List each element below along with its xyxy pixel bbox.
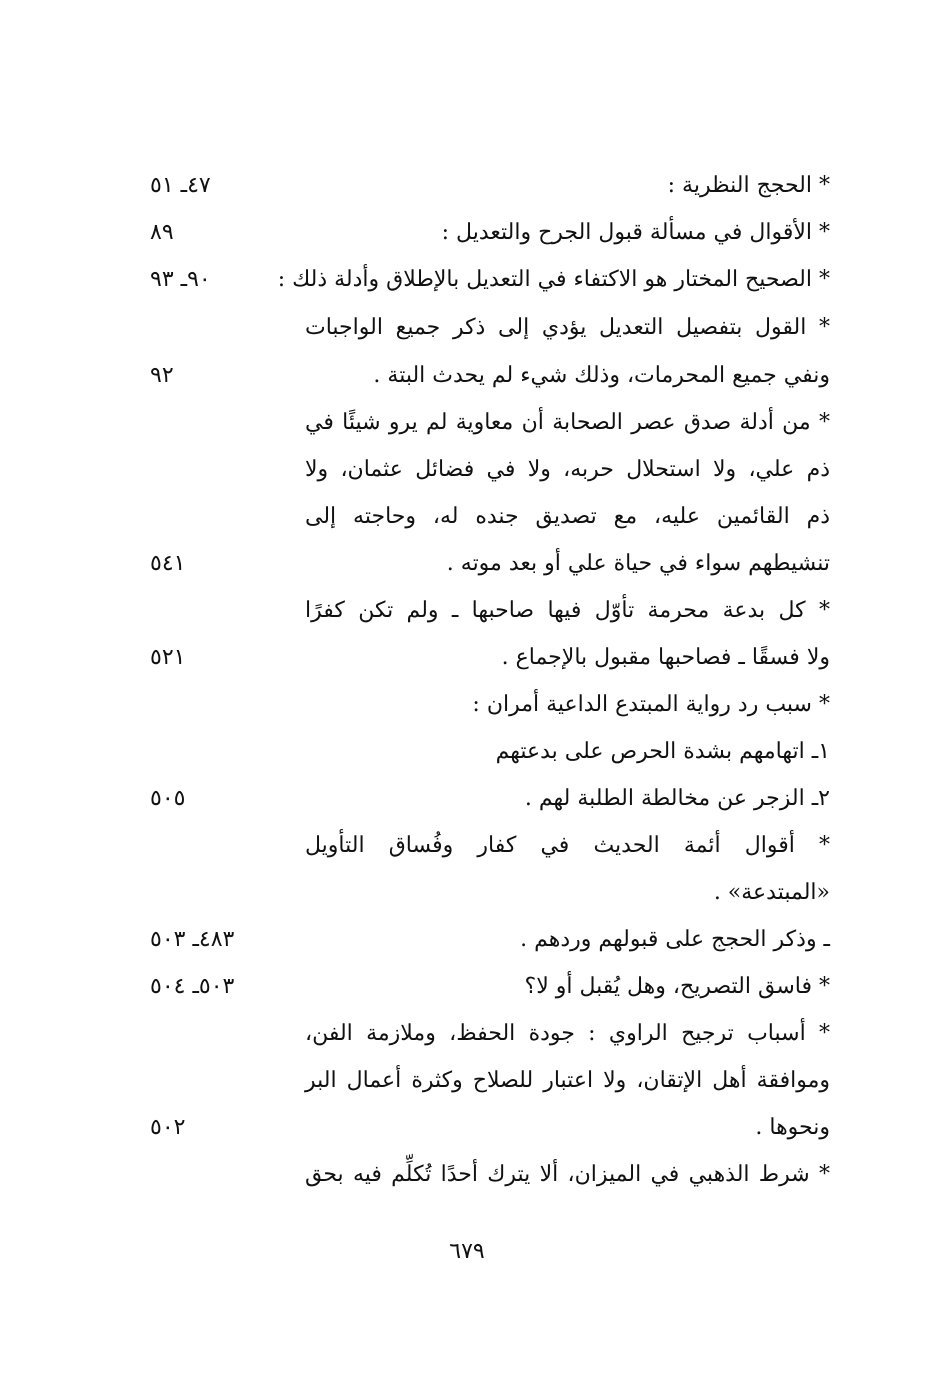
page-reference: ٥٢١ <box>150 645 186 670</box>
page-reference: ٤٧ـ ٥١ <box>150 173 211 198</box>
index-entry-text: ذم القائمين عليه، مع تصديق جنده له، وحاجته إلى <box>305 504 830 529</box>
index-entry-text: * أسباب ترجيح الراوي : جودة الحفظ، وملازمة الفن، <box>305 1021 830 1046</box>
index-entry-text: «المبتدعة» . <box>713 880 830 905</box>
index-entry-text: * شرط الذهبي في الميزان، ألا يترك أحدًا تُكلِّم فيه بحق <box>305 1162 830 1187</box>
page-reference: ٥٠٥ <box>150 786 186 811</box>
page-reference: ٩٠ـ ٩٣ <box>150 267 211 292</box>
index-line <box>150 685 830 725</box>
page-reference: ٤٨٣ـ ٥٠٣ <box>150 927 235 952</box>
index-entry-text: * فاسق التصريح، وهل يُقبل أو لا؟ <box>524 974 830 999</box>
index-line <box>150 920 830 960</box>
index-line <box>150 497 830 537</box>
page-reference: ٨٩ <box>150 220 174 245</box>
index-entry-text: ١ـ اتهامهم بشدة الحرص على بدعتهم <box>495 739 830 764</box>
index-line <box>150 450 830 490</box>
index-entry-text: * الصحيح المختار هو الاكتفاء في التعديل بالإطلاق وأدلة ذلك : <box>277 267 830 292</box>
index-line <box>150 1108 830 1148</box>
page-reference: ٥٠٣ـ ٥٠٤ <box>150 974 235 999</box>
index-entry-text: تنشيطهم سواء في حياة علي أو بعد موته . <box>446 551 830 576</box>
index-entry-text: * أقوال أئمة الحديث في كفار وفُساق التأويل <box>305 833 830 858</box>
index-entry-text: * كل بدعة محرمة تأوّل فيها صاحبها ـ ولم تكن كفرًا <box>305 598 830 623</box>
index-line <box>150 356 830 396</box>
index-line <box>150 591 830 631</box>
index-line <box>150 967 830 1007</box>
index-entry-text: ونفي جميع المحرمات، وذلك شيء لم يحدث البتة . <box>373 363 830 388</box>
index-entry-text: وموافقة أهل الإتقان، ولا اعتبار للصلاح وكثرة أعمال البر <box>305 1068 830 1093</box>
index-line <box>150 779 830 819</box>
page-reference: ٥٤١ <box>150 551 186 576</box>
index-entry-text: ٢ـ الزجر عن مخالطة الطلبة لهم . <box>524 786 830 811</box>
index-entry-text: ذم علي، ولا استحلال حربه، ولا في فضائل عثمان، ولا <box>305 457 830 482</box>
index-entry-text: * الحجج النظرية : <box>667 173 830 198</box>
index-line <box>150 1061 830 1101</box>
index-line <box>150 1155 830 1195</box>
index-line <box>150 260 830 300</box>
index-line <box>150 873 830 913</box>
index-entry-text: ـ وذكر الحجج على قبولهم وردهم . <box>520 927 830 952</box>
index-entry-text: ولا فسقًا ـ فصاحبها مقبول بالإجماع . <box>501 645 830 670</box>
page-reference: ٥٠٢ <box>150 1115 186 1140</box>
index-line <box>150 403 830 443</box>
index-entry-text: * من أدلة صدق عصر الصحابة أن معاوية لم يرو شيئًا في <box>305 410 830 435</box>
index-line <box>150 213 830 253</box>
index-line <box>150 308 830 348</box>
index-line <box>150 826 830 866</box>
index-entry-text: ونحوها . <box>755 1115 830 1140</box>
index-line <box>150 732 830 772</box>
index-entry-text: * القول بتفصيل التعديل يؤدي إلى ذكر جميع الواجبات <box>305 315 830 340</box>
index-line <box>150 166 830 206</box>
page-number: ٦٧٩ <box>449 1239 485 1264</box>
page-reference: ٩٢ <box>150 363 174 388</box>
index-line <box>150 638 830 678</box>
index-entry-text: * الأقوال في مسألة قبول الجرح والتعديل : <box>441 220 830 245</box>
index-line <box>150 1014 830 1054</box>
index-entry-text: * سبب رد رواية المبتدع الداعية أمران : <box>472 692 830 717</box>
index-line <box>150 544 830 584</box>
